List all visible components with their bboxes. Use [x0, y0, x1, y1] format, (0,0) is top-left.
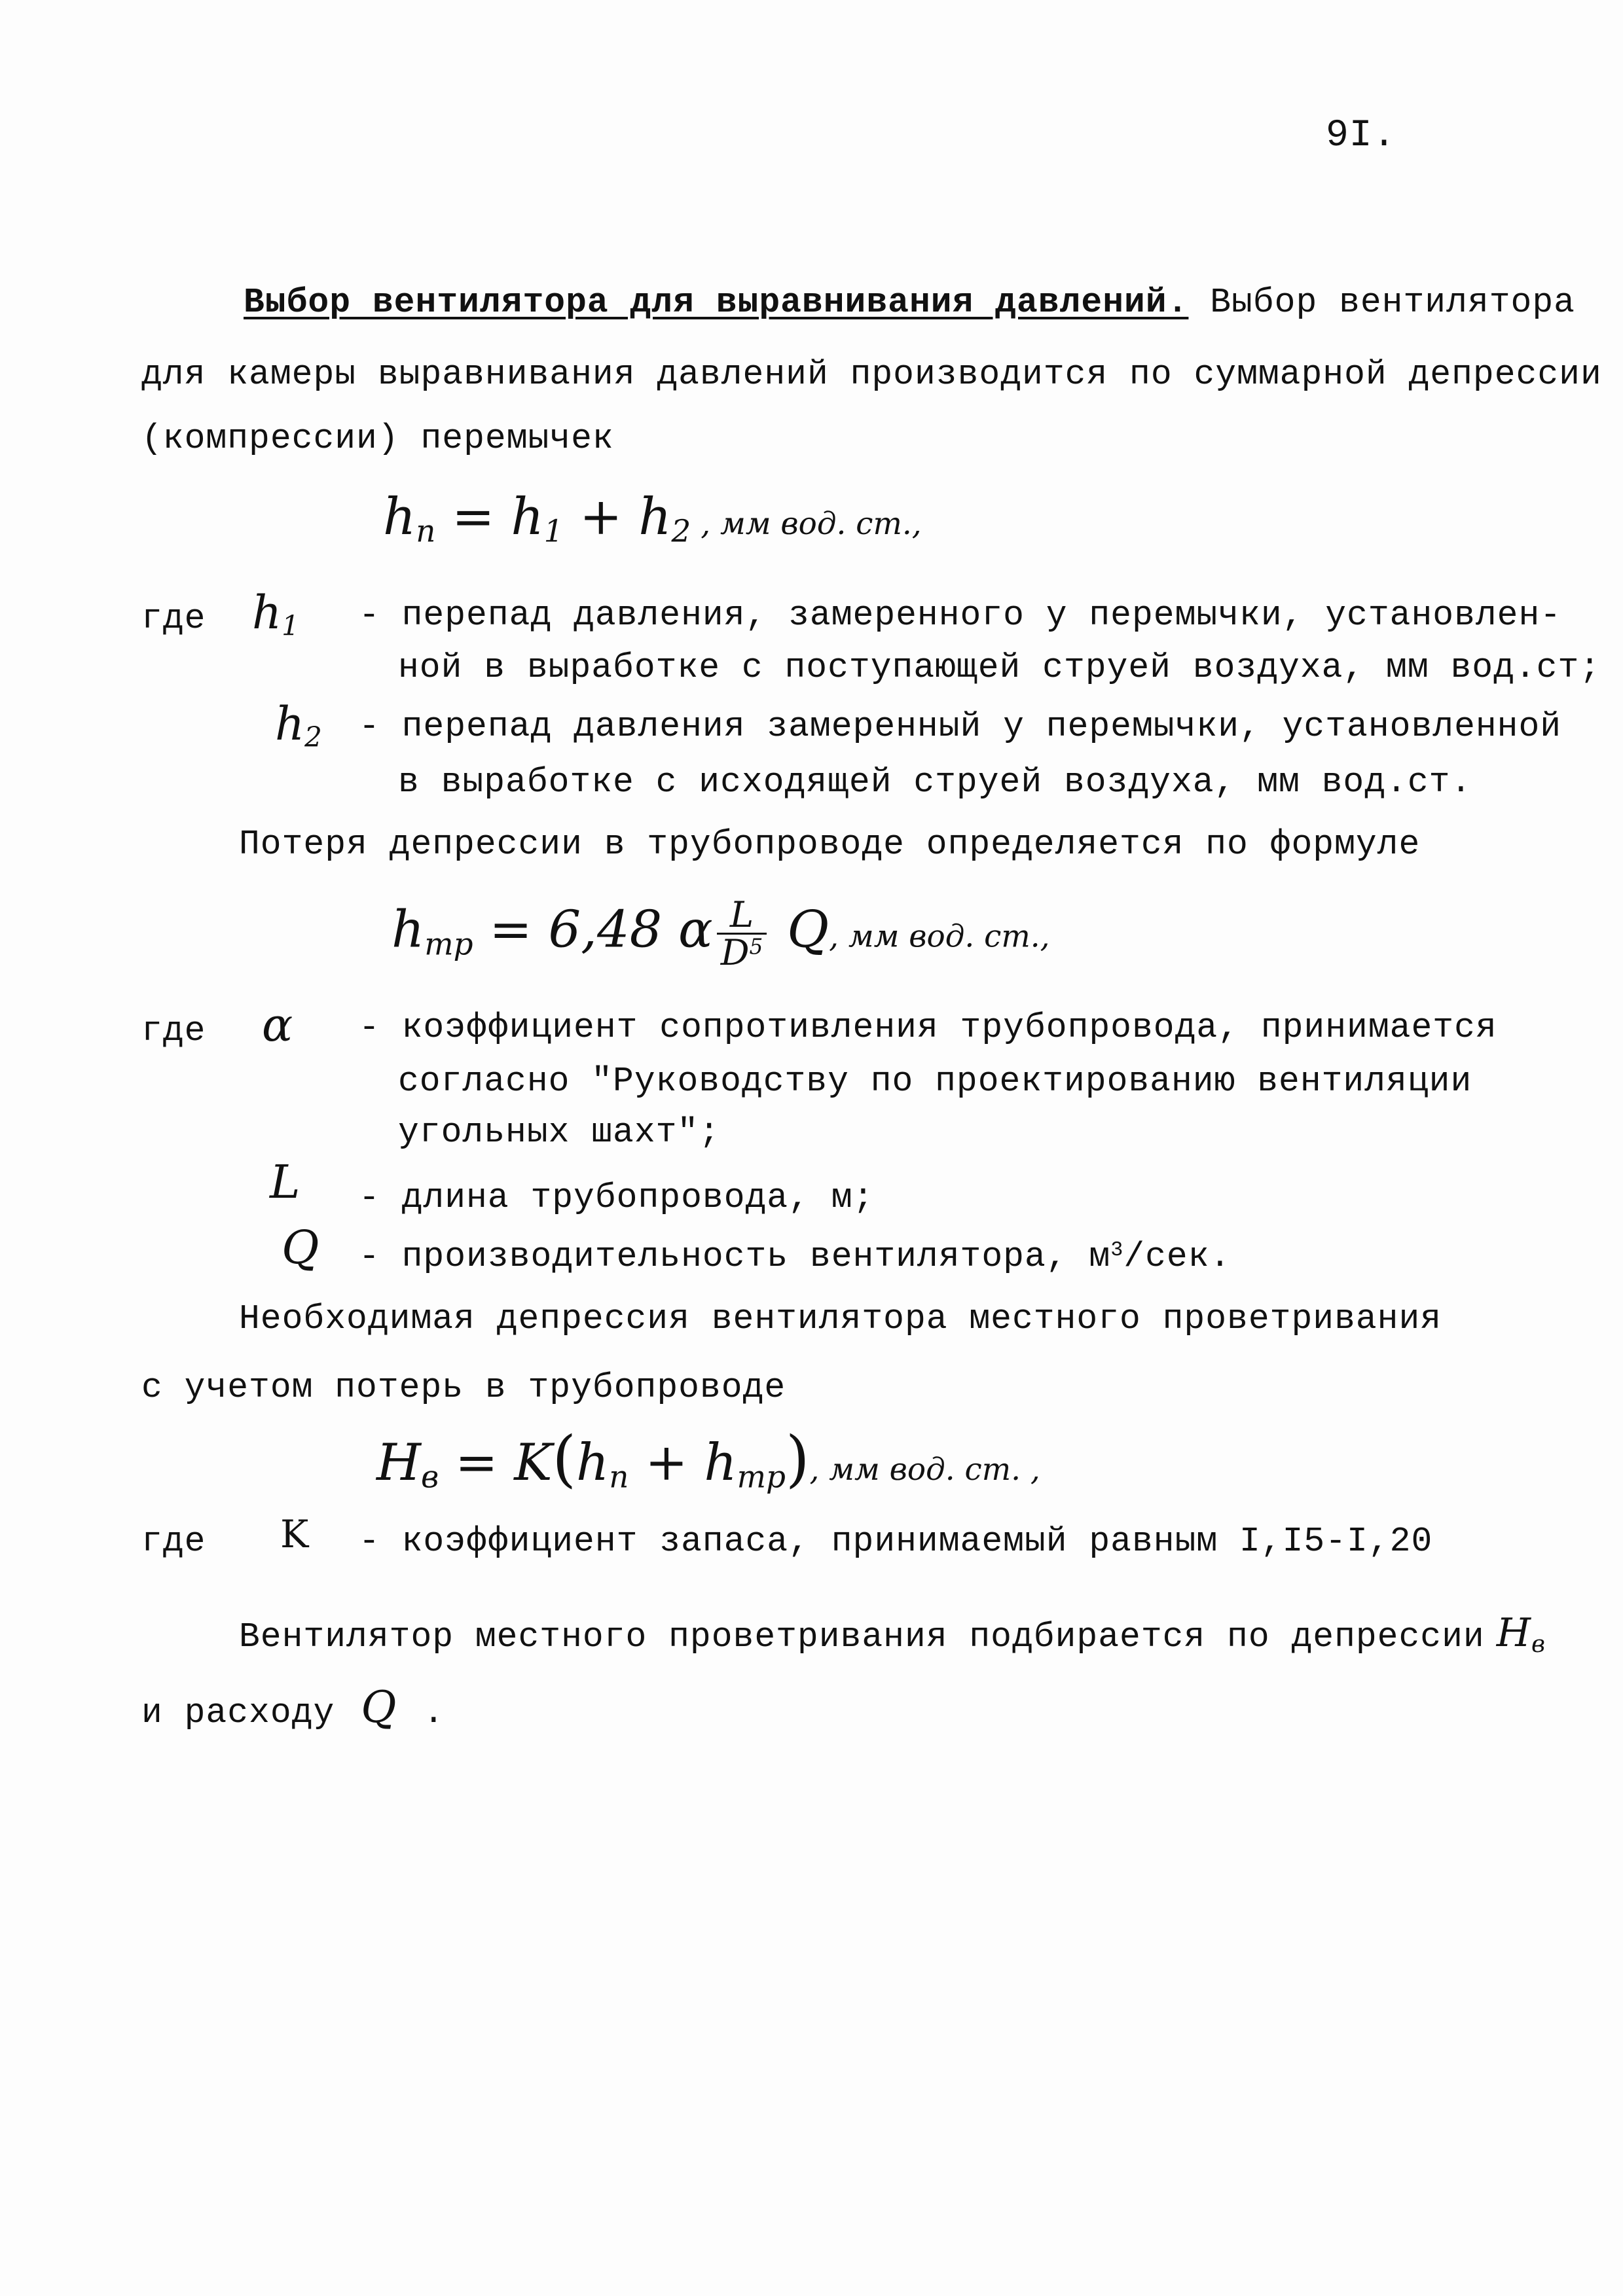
formula2-lhs-sub: тр — [424, 927, 473, 963]
final-line-2: и расходу Q . — [141, 1682, 445, 1732]
section-title-line — [244, 283, 1575, 322]
symbol-K: K — [280, 1512, 309, 1556]
formula1-lhs-sub: п — [416, 514, 436, 550]
loss-text: Потеря депрессии в трубопроводе определяется по формуле — [239, 825, 1421, 864]
symbol-alpha: α — [262, 998, 293, 1052]
final-symbol-H: $H_в$ — [1496, 1610, 1546, 1658]
symbol-Q: Q — [282, 1221, 319, 1274]
formula3-open: ( — [552, 1424, 577, 1495]
def-alpha-line-1: - коэффициент сопротивления трубопровода, принимается — [359, 1008, 1497, 1047]
formula1-body: = h — [435, 488, 544, 547]
formula2-fraction — [717, 893, 767, 973]
def-alpha-line-3: угольных шахт"; — [398, 1113, 721, 1152]
def-h1-line-1: - перепад давления, замеренного у перемычки, установлен- — [359, 596, 1562, 635]
def-Q-line: - производительность вентилятора, $м^3$/сек. — [359, 1237, 1231, 1276]
formula2-lhs: h — [392, 900, 425, 960]
formula3-eq: = K — [439, 1433, 553, 1492]
formula3-h2-sub: тр — [737, 1460, 786, 1496]
formula-pipe-loss — [392, 893, 1050, 973]
formula2-eq: = 6,48 α — [473, 900, 713, 960]
formula3-h1: h — [576, 1433, 610, 1492]
formula3-plus: + h — [629, 1433, 737, 1492]
where-label-3: где — [141, 1522, 206, 1561]
formula1-t2-sub: 2 — [671, 514, 691, 550]
need-text-line-2: с учетом потерь в трубопроводе — [141, 1368, 786, 1407]
symbol-h2: $h_2$ — [275, 697, 322, 753]
def-h2-line-1: - перепад давления замеренный у перемычки, установленной — [359, 707, 1562, 746]
title-rest: Выбор вентилятора — [1188, 283, 1575, 322]
formula1-units: , мм вод. ст., — [691, 507, 922, 542]
formula-fan-depression — [376, 1424, 1040, 1496]
page-number: 9I. — [1326, 115, 1396, 157]
section-heading: Выбор вентилятора для выравнивания давлений. — [244, 283, 1189, 322]
final-line-1: Вентилятор местного проветривания подбирается по депрессии $H_в$ — [239, 1610, 1546, 1658]
symbol-L: L — [270, 1155, 301, 1209]
formula-pressure-sum — [383, 488, 922, 550]
symbol-h1: $h_1$ — [252, 586, 299, 642]
formula3-h1-sub: п — [609, 1460, 629, 1496]
formula3-lhs: H — [376, 1433, 422, 1492]
formula3-close: ) — [785, 1424, 810, 1495]
where-label-1: где — [141, 599, 206, 638]
formula1-plus: + h — [563, 488, 672, 547]
formula2-q: Q — [771, 900, 830, 960]
formula3-lhs-sub: в — [421, 1460, 439, 1496]
final-symbol-Q: Q — [361, 1682, 397, 1732]
where-label-2: где — [141, 1011, 206, 1050]
formula2-units: , мм вод. ст., — [829, 919, 1050, 955]
def-L-line: - длина трубопровода, м; — [359, 1178, 875, 1217]
def-h1-line-2: ной в выработке с поступающей струей воздуха, мм вод.ст; — [398, 648, 1601, 687]
formula2-frac-num: L — [717, 897, 767, 935]
formula1-lhs: h — [383, 488, 416, 547]
def-K-line: - коэффициент запаса, принимаемый равным I,I5-I,20 — [359, 1522, 1433, 1561]
intro-line-1: для камеры выравнивания давлений производится по суммарной депрессии — [141, 355, 1602, 394]
def-h2-line-2: в выработке с исходящей струей воздуха, мм вод.ст. — [398, 762, 1472, 802]
need-text-line-1: Необходимая депрессия вентилятора местного проветривания — [239, 1299, 1442, 1338]
intro-line-2: (компрессии) перемычек — [141, 419, 614, 458]
formula1-t1-sub: 1 — [543, 514, 564, 550]
formula3-units: , мм вод. ст. , — [809, 1452, 1040, 1488]
formula2-frac-den: $D^5$ — [720, 931, 763, 973]
def-alpha-line-2: согласно "Руководству по проектированию вентиляции — [398, 1062, 1472, 1101]
